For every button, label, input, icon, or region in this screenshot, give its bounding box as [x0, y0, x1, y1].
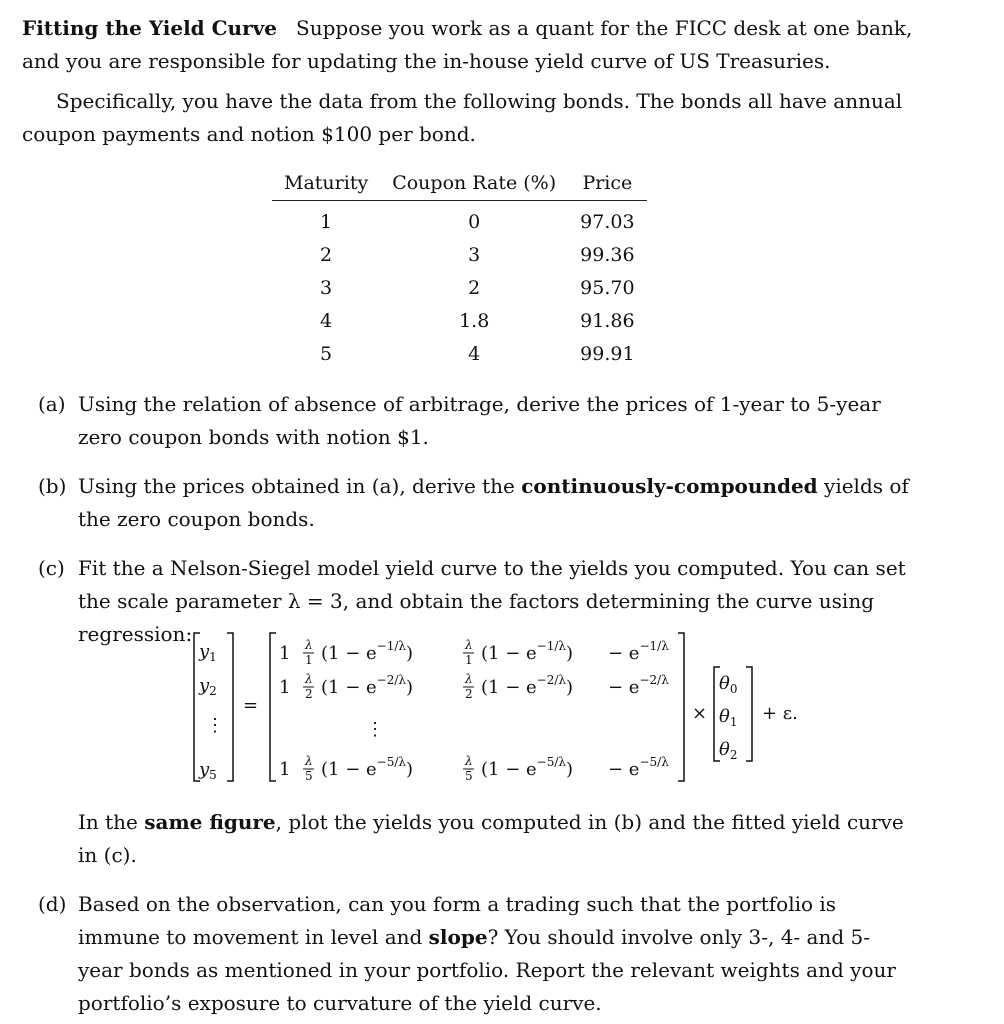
svg-text:θ2: $\theta_2$ — [719, 739, 738, 762]
question-b-text-post: yields of the zero coupon bonds. — [78, 474, 909, 531]
bond-table — [272, 168, 647, 370]
cell-coupon: 2 — [468, 276, 481, 299]
question-d-bold: slope — [428, 925, 488, 949]
question-d — [38, 888, 918, 1022]
header-maturity: Maturity — [272, 168, 380, 201]
question-b-bold: continuously-compounded — [521, 474, 818, 498]
question-c-plot-instruction — [38, 806, 918, 876]
cell-price: 97.03 — [580, 210, 635, 233]
svg-text:⋮: ⋮ — [206, 715, 224, 736]
cell-maturity: 1 — [320, 210, 333, 233]
question-a — [38, 388, 918, 458]
equals-sign: = — [243, 695, 259, 716]
question-b-text-pre: Using the prices obtained in (a), derive the — [78, 474, 522, 498]
cell-price: 95.70 — [580, 276, 635, 299]
svg-text:y2: $y_2$ — [199, 675, 217, 698]
cell-maturity: 2 — [320, 243, 333, 266]
svg-text:λ: λ — [465, 754, 473, 768]
svg-text:(1 − e−1/λ): $(1 - e^{-1/\lambda})$ — [321, 639, 414, 664]
cell-coupon: 4 — [468, 342, 481, 365]
question-a-text: Using the relation of absence of arbitrage, derive the prices of 1-year to 5-year zero coupon bonds with notion $1. — [78, 392, 881, 449]
matrix-row-2 — [279, 672, 669, 701]
question-d-text-pre: Based on the observation, can you form a trading such that the portfolio is immune to movement in level and — [78, 892, 837, 949]
question-b-text — [78, 470, 914, 536]
table-row — [272, 201, 647, 239]
matrix-vdots: ⋮ — [366, 719, 384, 740]
table-row — [272, 337, 647, 370]
matrix-row-1 — [279, 638, 669, 667]
svg-text:λ: λ — [465, 638, 473, 652]
cell-coupon: 1.8 — [459, 309, 490, 332]
svg-text:(1 − e−1/λ): $(1 - e^{-1/\lambda})$ — [481, 639, 574, 664]
svg-text:(1 − e−5/λ): $(1 - e^{-5/\lambda})$ — [481, 755, 574, 780]
plot-instruction-text — [78, 806, 914, 872]
svg-text:λ: λ — [305, 638, 313, 652]
header-price: Price — [568, 168, 646, 201]
y-vector — [198, 641, 224, 782]
svg-text:1: 1 — [465, 653, 473, 667]
matrix-row-5 — [279, 754, 669, 783]
question-d-text-post: ? You should involve only 3-, 4- and 5-year bonds as mentioned in your portfolio. Report the relevant weights and your portfolio’s exposure to curvature of the yield curve. — [78, 925, 896, 1015]
svg-text:5: 5 — [305, 769, 313, 783]
svg-text:θ0: $\theta_0$ — [719, 673, 738, 696]
intro-text: Suppose you work as a quant for the FICC desk at one bank, and you are responsible for updating the in-house yield curve of US Treasuries. — [22, 16, 913, 73]
svg-text:2: 2 — [465, 687, 473, 701]
svg-text:λ: λ — [305, 672, 313, 686]
header-coupon-rate: Coupon Rate (%) — [380, 168, 568, 201]
svg-text:(1 − e−2/λ): $(1 - e^{-2/\lambda})$ — [321, 673, 414, 698]
question-c-label: (c) — [38, 556, 65, 580]
svg-text:2: 2 — [305, 687, 313, 701]
svg-text:y5: $y_5$ — [199, 759, 217, 782]
cell-price: 99.36 — [580, 243, 635, 266]
svg-text:− e−2/λ: − $e^{-2/\lambda}$ — [608, 673, 669, 698]
question-d-text — [78, 888, 914, 1020]
question-b-label: (b) — [38, 474, 67, 498]
nelson-siegel-equation — [0, 625, 1004, 790]
data-paragraph — [22, 85, 922, 151]
svg-text:1: 1 — [279, 677, 291, 698]
question-b — [38, 470, 918, 540]
theta-vector — [719, 673, 737, 762]
table-row — [272, 304, 647, 337]
question-c-text: Fit the a Nelson-Siegel model yield curve to the yields you computed. You can set the scale parameter λ = 3, and obtain the factors determining the curve using regression: — [78, 556, 906, 646]
svg-text:λ: λ — [305, 754, 313, 768]
intro-paragraph — [22, 12, 922, 78]
svg-text:5: 5 — [465, 769, 473, 783]
question-a-label: (a) — [38, 392, 66, 416]
question-c — [38, 552, 918, 646]
svg-text:(1 − e−2/λ): $(1 - e^{-2/\lambda})$ — [481, 673, 574, 698]
error-term: + ε. — [762, 703, 798, 724]
cell-maturity: 5 — [320, 342, 333, 365]
svg-text:(1 − e−5/λ): $(1 - e^{-5/\lambda})$ — [321, 755, 414, 780]
section-title: Fitting the Yield Curve — [22, 16, 277, 40]
cell-maturity: 4 — [320, 309, 333, 332]
plot-instruction-pre: In the — [78, 810, 145, 834]
times-sign: × — [692, 703, 708, 724]
svg-text:1: 1 — [279, 759, 291, 780]
table-row — [272, 271, 647, 304]
plot-instruction-bold: same figure — [144, 810, 276, 834]
svg-text:λ: λ — [465, 672, 473, 686]
cell-price: 99.91 — [580, 342, 635, 365]
svg-text:1: 1 — [279, 643, 291, 664]
cell-maturity: 3 — [320, 276, 333, 299]
svg-text:1: 1 — [305, 653, 313, 667]
svg-text:− e−5/λ: − $e^{-5/\lambda}$ — [608, 755, 669, 780]
cell-coupon: 3 — [468, 243, 481, 266]
data-paragraph-text: Specifically, you have the data from the following bonds. The bonds all have annual coupon payments and notion $100 per bond. — [22, 89, 903, 146]
question-d-label: (d) — [38, 892, 67, 916]
table-header-row — [272, 168, 647, 201]
table-row — [272, 238, 647, 271]
svg-text:θ1: $\theta_1$ — [719, 706, 738, 729]
plot-instruction-post: , plot the yields you computed in (b) and the fitted yield curve in (c). — [78, 810, 904, 867]
cell-price: 91.86 — [580, 309, 635, 332]
svg-text:− e−1/λ: − $e^{-1/\lambda}$ — [608, 639, 669, 664]
cell-coupon: 0 — [468, 210, 481, 233]
svg-text:y1: $y_1$ — [199, 641, 217, 664]
